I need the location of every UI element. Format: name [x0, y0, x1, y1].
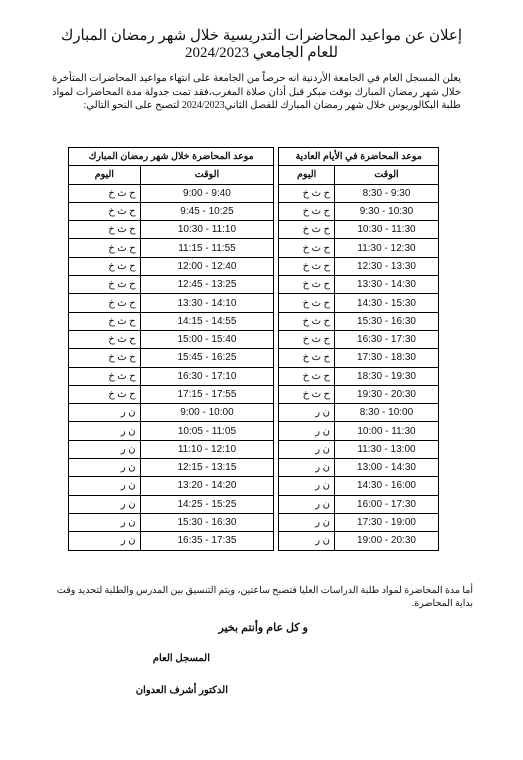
regular-time-cell: 18:30 - 19:30: [334, 367, 438, 385]
ramadan-schedule-header: موعد المحاضرة خلال شهر رمضان المبارك: [69, 148, 274, 166]
table-row: [69, 202, 439, 220]
regular-day-cell: ح ث خ: [279, 276, 335, 294]
table-row: [69, 404, 439, 422]
column-gap: [274, 422, 279, 440]
regular-day-cell: ح ث خ: [279, 330, 335, 348]
regular-day-cell: ح ث خ: [279, 184, 335, 202]
column-gap: [274, 330, 279, 348]
ramadan-time-cell: 12:15 - 13:15: [140, 459, 274, 477]
ramadan-day-cell: ن ر: [69, 459, 141, 477]
column-gap: [274, 257, 279, 275]
ramadan-day-cell: ح ث خ: [69, 202, 141, 220]
registrar-title: المسجل العام: [152, 653, 210, 664]
table-row: [69, 532, 439, 550]
ramadan-time-cell: 10:05 - 11:05: [140, 422, 274, 440]
ramadan-time-cell: 16:35 - 17:35: [140, 532, 274, 550]
regular-time-cell: 14:30 - 15:30: [334, 294, 438, 312]
ramadan-time-cell: 15:30 - 16:30: [140, 513, 274, 531]
ramadan-time-cell: 9:00 - 10:00: [140, 404, 274, 422]
greeting: و كل عام وأنتم بخير: [218, 622, 308, 634]
regular-day-cell: ح ث خ: [279, 239, 335, 257]
regular-day-cell: ح ث خ: [279, 367, 335, 385]
column-gap: [274, 294, 279, 312]
ramadan-day-cell: ح ث خ: [69, 294, 141, 312]
table-row: [69, 367, 439, 385]
table-row: [69, 459, 439, 477]
regular-time-cell: 17:30 - 19:00: [334, 513, 438, 531]
column-gap: [274, 184, 279, 202]
ramadan-day-label: اليوم: [69, 166, 141, 184]
regular-time-cell: 10:30 - 11:30: [334, 221, 438, 239]
table-row: [69, 513, 439, 531]
ramadan-day-cell: ح ث خ: [69, 257, 141, 275]
column-gap: [274, 367, 279, 385]
schedule-body: [69, 184, 439, 550]
regular-time-cell: 10:00 - 11:30: [334, 422, 438, 440]
regular-day-cell: ن ر: [279, 422, 335, 440]
ramadan-day-cell: ن ر: [69, 513, 141, 531]
ramadan-day-cell: ن ر: [69, 440, 141, 458]
column-gap: [274, 532, 279, 550]
ramadan-time-cell: 9:45 - 10:25: [140, 202, 274, 220]
ramadan-day-cell: ن ر: [69, 532, 141, 550]
ramadan-day-cell: ن ر: [69, 404, 141, 422]
ramadan-time-cell: 14:15 - 14:55: [140, 312, 274, 330]
table-row: [69, 257, 439, 275]
ramadan-day-cell: ح ث خ: [69, 330, 141, 348]
ramadan-day-cell: ح ث خ: [69, 385, 141, 403]
regular-day-cell: ح ث خ: [279, 294, 335, 312]
table-row: [69, 312, 439, 330]
regular-day-cell: ن ر: [279, 495, 335, 513]
title-line-1: إعلان عن مواعيد المحاضرات التدريسية خلال شهر رمضان المبارك: [60, 28, 463, 44]
column-gap: [274, 239, 279, 257]
regular-day-cell: ن ر: [279, 404, 335, 422]
column-gap: [274, 385, 279, 403]
column-gap: [274, 440, 279, 458]
ramadan-day-cell: ن ر: [69, 495, 141, 513]
regular-time-cell: 12:30 - 13:30: [334, 257, 438, 275]
table-row: [69, 330, 439, 348]
ramadan-time-cell: 17:15 - 17:55: [140, 385, 274, 403]
ramadan-time-cell: 11:15 - 11:55: [140, 239, 274, 257]
table-header-row: [69, 148, 439, 166]
regular-day-cell: ح ث خ: [279, 349, 335, 367]
regular-time-cell: 13:00 - 14:30: [334, 459, 438, 477]
regular-time-cell: 8:30 - 10:00: [334, 404, 438, 422]
ramadan-time-cell: 15:00 - 15:40: [140, 330, 274, 348]
schedule-table: [68, 147, 439, 551]
ramadan-day-cell: ح ث خ: [69, 184, 141, 202]
ramadan-time-cell: 10:30 - 11:10: [140, 221, 274, 239]
regular-day-cell: ن ر: [279, 513, 335, 531]
ramadan-time-cell: 9:00 - 9:40: [140, 184, 274, 202]
registrar-name: الدكتور أشرف العدوان: [135, 685, 228, 696]
column-gap: [274, 202, 279, 220]
ramadan-time-cell: 13:20 - 14:20: [140, 477, 274, 495]
regular-time-label: الوقت: [334, 166, 438, 184]
regular-day-cell: ن ر: [279, 440, 335, 458]
column-gap: [274, 312, 279, 330]
regular-time-cell: 14:30 - 16:00: [334, 477, 438, 495]
ramadan-day-cell: ح ث خ: [69, 349, 141, 367]
column-gap: [274, 477, 279, 495]
table-subheader-row: [69, 166, 439, 184]
ramadan-time-cell: 13:30 - 14:10: [140, 294, 274, 312]
regular-day-cell: ح ث خ: [279, 257, 335, 275]
regular-time-cell: 17:30 - 18:30: [334, 349, 438, 367]
table-row: [69, 477, 439, 495]
title-line-2: للعام الجامعي 2024/2023: [184, 45, 339, 61]
regular-time-cell: 19:30 - 20:30: [334, 385, 438, 403]
ramadan-time-cell: 11:10 - 12:10: [140, 440, 274, 458]
ramadan-time-cell: 12:45 - 13:25: [140, 276, 274, 294]
ramadan-time-label: الوقت: [140, 166, 274, 184]
regular-day-cell: ن ر: [279, 459, 335, 477]
regular-time-cell: 9:30 - 10:30: [334, 202, 438, 220]
ramadan-day-cell: ح ث خ: [69, 276, 141, 294]
regular-time-cell: 13:30 - 14:30: [334, 276, 438, 294]
regular-day-label: اليوم: [279, 166, 335, 184]
table-row: [69, 349, 439, 367]
ramadan-day-cell: ح ث خ: [69, 239, 141, 257]
regular-time-cell: 15:30 - 16:30: [334, 312, 438, 330]
table-row: [69, 495, 439, 513]
column-gap: [274, 459, 279, 477]
regular-day-cell: ح ث خ: [279, 385, 335, 403]
regular-time-cell: 11:30 - 13:00: [334, 440, 438, 458]
table-row: [69, 184, 439, 202]
table-row: [69, 239, 439, 257]
ramadan-day-cell: ح ث خ: [69, 221, 141, 239]
regular-day-cell: ح ث خ: [279, 221, 335, 239]
ramadan-day-cell: ن ر: [69, 422, 141, 440]
column-gap: [274, 513, 279, 531]
table-row: [69, 294, 439, 312]
column-gap: [274, 221, 279, 239]
table-row: [69, 422, 439, 440]
column-gap: [274, 495, 279, 513]
regular-day-cell: ح ث خ: [279, 312, 335, 330]
table-row: [69, 385, 439, 403]
regular-day-cell: ن ر: [279, 477, 335, 495]
graduate-footnote: أما مدة المحاضرة لمواد طلبة الدراسات العليا فتصبح ساعتين، ويتم التنسيق بين المدرس والطلبة لتحديد وقت بداية المحاضرة.: [56, 586, 473, 609]
regular-time-cell: 16:30 - 17:30: [334, 330, 438, 348]
ramadan-day-cell: ن ر: [69, 477, 141, 495]
ramadan-day-cell: ح ث خ: [69, 312, 141, 330]
announcement-title: [40, 28, 483, 62]
ramadan-time-cell: 16:30 - 17:10: [140, 367, 274, 385]
ramadan-time-cell: 14:25 - 15:25: [140, 495, 274, 513]
regular-time-cell: 16:00 - 17:30: [334, 495, 438, 513]
regular-day-cell: ن ر: [279, 532, 335, 550]
regular-time-cell: 8:30 - 9:30: [334, 184, 438, 202]
ramadan-day-cell: ح ث خ: [69, 367, 141, 385]
regular-day-cell: ح ث خ: [279, 202, 335, 220]
regular-time-cell: 19:00 - 20:30: [334, 532, 438, 550]
table-row: [69, 276, 439, 294]
column-gap: [274, 349, 279, 367]
column-gap: [274, 404, 279, 422]
ramadan-time-cell: 12:00 - 12:40: [140, 257, 274, 275]
intro-paragraph: يعلن المسجل العام في الجامعة الأردنية انه حرصاً من الجامعة على انتهاء مواعيد المحاضرات المتأخرة خلال شهر رمضان المبارك بوقت مبكر قبل أذان صلاة المغرب،فقد تمت جدولة مدة المحاضرات لمواد طلبة البكالوريوس خلال شهر رمضان المبارك للفصل الثاني2024/2023 لتصبح على النحو التالي:: [52, 73, 461, 111]
column-gap: [274, 276, 279, 294]
table-row: [69, 221, 439, 239]
regular-schedule-header: موعد المحاضرة في الأيام العادية: [279, 148, 439, 166]
ramadan-time-cell: 15:45 - 16:25: [140, 349, 274, 367]
regular-time-cell: 11:30 - 12:30: [334, 239, 438, 257]
table-row: [69, 440, 439, 458]
